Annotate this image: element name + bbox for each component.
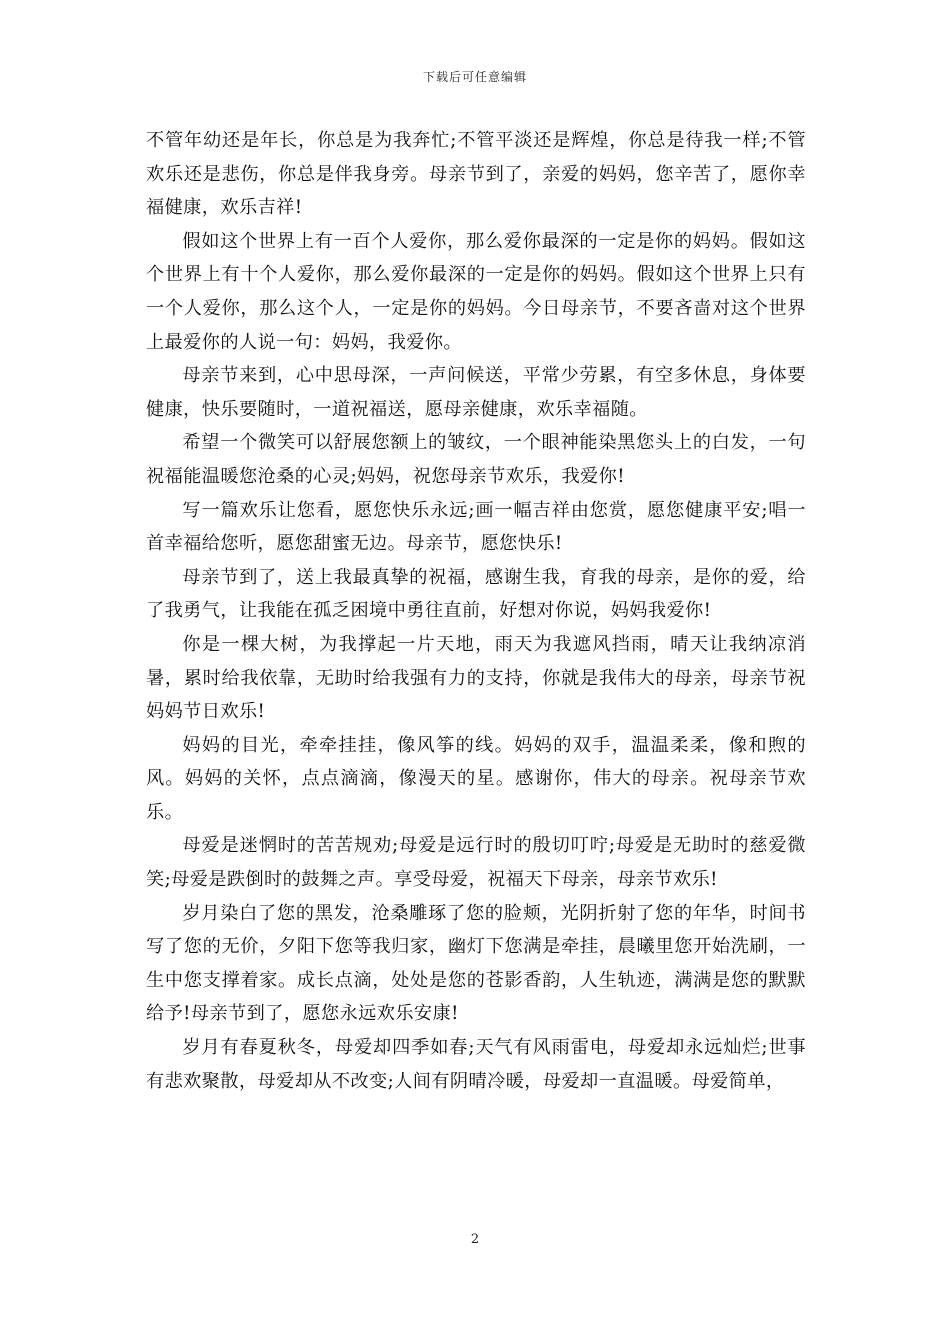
page-number: 2 [470, 1232, 480, 1247]
paragraph: 岁月染白了您的黑发，沧桑雕琢了您的脸颊，光阴折射了您的年华，时间书写了您的无价，夕阳下您等我归家，幽灯下您满是牵挂，晨曦里您开始洗刷，一生中您支撑着家。成长点滴，处处是您的苍影香韵，人生轨迹，满满是您的默默给予!母亲节到了，愿您永远欢乐安康! [146, 902, 806, 1025]
document-body [146, 124, 806, 1098]
paragraph: 假如这个世界上有一百个人爱你，那么爱你最深的一定是你的妈妈。假如这个世界上有十个人爱你，那么爱你最深的一定是你的妈妈。假如这个世界上只有一个人爱你，那么这个人，一定是你的妈妈。今日母亲节，不要吝啬对这个世界上最爱你的人说一句：妈妈，我爱你。 [146, 230, 806, 353]
paragraph: 妈妈的目光，牵牵挂挂，像风筝的线。妈妈的双手，温温柔柔，像和煦的风。妈妈的关怀，点点滴滴，像漫天的星。感谢你，伟大的母亲。祝母亲节欢乐。 [146, 734, 806, 823]
paragraph: 母亲节到了，送上我最真挚的祝福，感谢生我，育我的母亲，是你的爱，给了我勇气，让我能在孤乏困境中勇往直前，好想对你说，妈妈我爱你! [146, 566, 806, 622]
paragraph: 母爱是迷惘时的苦苦规劝;母爱是远行时的殷切叮咛;母爱是无助时的慈爱微笑;母爱是跌倒时的鼓舞之声。享受母爱，祝福天下母亲，母亲节欢乐! [146, 835, 806, 891]
paragraph: 写一篇欢乐让您看，愿您快乐永远;画一幅吉祥由您赏，愿您健康平安;唱一首幸福给您听，愿您甜蜜无边。母亲节，愿您快乐! [146, 499, 806, 555]
page-header: 下载后可任意编辑 [422, 70, 527, 84]
paragraph: 岁月有春夏秋冬，母爱却四季如春;天气有风雨雷电，母爱却永远灿烂;世事有悲欢聚散，母爱却从不改变;人间有阴晴冷暖，母爱却一直温暖。母爱简单， [146, 1037, 806, 1092]
paragraph: 希望一个微笑可以舒展您额上的皱纹，一个眼神能染黑您头上的白发，一句祝福能温暖您沧桑的心灵;妈妈，祝您母亲节欢乐，我爱你! [146, 432, 806, 487]
paragraph: 母亲节来到，心中思母深，一声问候送，平常少劳累，有空多休息，身体要健康，快乐要随时，一道祝福送，愿母亲健康，欢乐幸福随。 [146, 365, 806, 420]
paragraph: 不管年幼还是年长，你总是为我奔忙;不管平淡还是辉煌，你总是待我一样;不管欢乐还是悲伤，你总是伴我身旁。母亲节到了，亲爱的妈妈，您辛苦了，愿你幸福健康，欢乐吉祥! [146, 130, 806, 219]
paragraph: 你是一棵大树，为我撑起一片天地，雨天为我遮风挡雨，晴天让我纳凉消暑，累时给我依靠，无助时给我强有力的支持，你就是我伟大的母亲，母亲节祝妈妈节日欢乐! [146, 633, 806, 723]
